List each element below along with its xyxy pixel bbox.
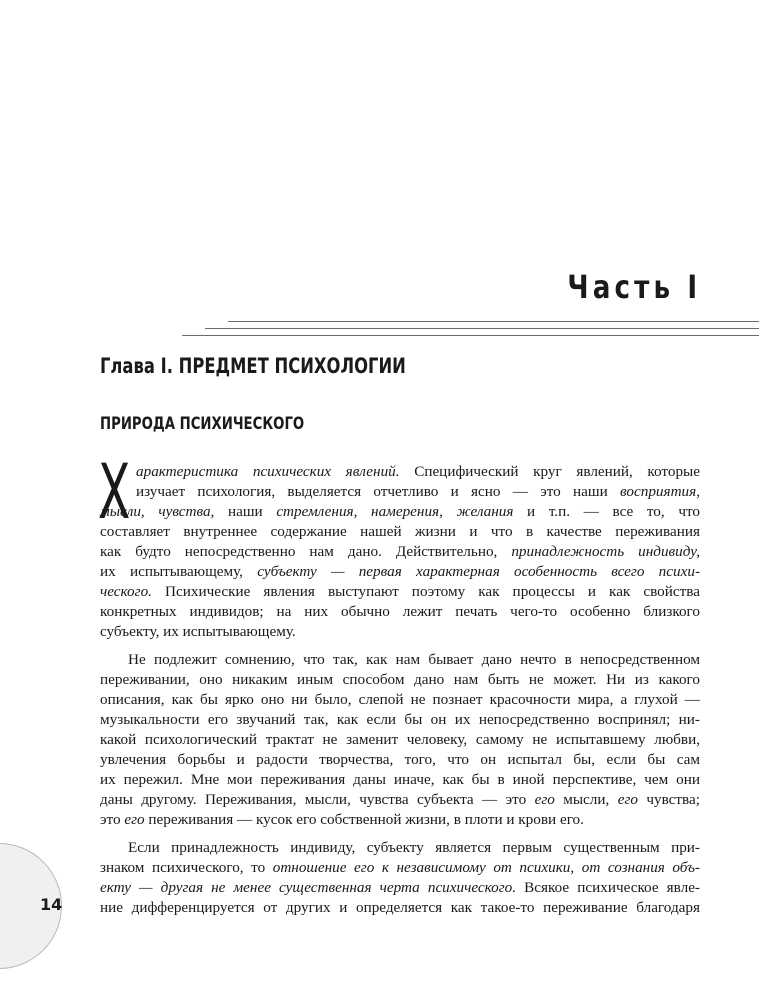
text-line — [100, 522, 700, 542]
text-segment: субъекту, их испытывающему. — [100, 623, 296, 640]
text-segment: как будто непосредственно нам дано. Действительно, — [100, 543, 512, 560]
italic-text: восприятия, — [620, 483, 700, 500]
italic-text: его — [617, 791, 638, 808]
text-line — [100, 878, 700, 898]
italic-text: субъекту — первая характерная особенность всего психи- — [257, 563, 700, 580]
chapter-title: Глава I. ПРЕДМЕТ ПСИХОЛОГИИ — [100, 354, 406, 378]
text-segment: Если принадлежность индивиду, субъекту является первым существенным при- — [128, 839, 700, 856]
text-line — [128, 650, 700, 670]
text-segment: Не подлежит сомнению, что так, как нам бывает дано нечто в непосредственном — [128, 651, 700, 668]
text-line — [100, 602, 700, 622]
text-line — [100, 622, 700, 642]
text-line — [100, 810, 700, 830]
section-title: ПРИРОДА ПСИХИЧЕСКОГО — [100, 414, 305, 434]
text-segment: изучает психология, выделяется отчетливо и ясно — это наши — [136, 483, 620, 500]
text-segment: знаком психического, то — [100, 859, 273, 876]
italic-text: стремления, намерения, желания — [276, 503, 514, 520]
page-number: 14 — [40, 895, 63, 914]
text-segment: какой психологический трактат не заменит человеку, самому не испытавшему любви, — [100, 731, 700, 748]
text-segment: и т.п. — все то, что — [513, 503, 700, 520]
text-line — [128, 838, 700, 858]
text-segment: переживания — кусок его собственной жизни, в плоти и крови его. — [144, 811, 584, 828]
text-segment: это — [100, 811, 125, 828]
italic-text: отношение его к независимому от психики, от сознания объ- — [272, 859, 700, 876]
text-segment: музыкальности его звучаний так, как если бы он их непосредственно воспринял; ни- — [100, 711, 700, 728]
text-line — [136, 462, 700, 482]
italic-text: ческого. — [100, 583, 152, 600]
text-segment: чувства; — [637, 791, 700, 808]
italic-text: екту — другая не менее существенная черта психического. — [100, 879, 517, 896]
text-line — [100, 690, 700, 710]
text-segment: наши — [214, 503, 277, 520]
decorative-rule — [205, 328, 759, 329]
text-segment: их испытывающему, — [100, 563, 258, 580]
text-line — [100, 750, 700, 770]
text-segment: даны другому. Переживания, мысли, чувства субъекта — это — [100, 791, 535, 808]
text-segment: их пережил. Мне мои переживания даны иначе, как бы в иной перспективе, чем они — [100, 771, 700, 788]
text-segment: описания, как бы ярко оно ни было, слепой не познает красочности мира, а глухой — — [100, 691, 700, 708]
decorative-rule — [228, 321, 759, 322]
drop-cap: Х — [98, 447, 131, 536]
text-segment: переживании, оно никаким иным способом дано нам быть не может. Ни из какого — [100, 671, 700, 688]
italic-text: мысли, чувства, — [100, 503, 215, 520]
italic-text: его — [534, 791, 555, 808]
text-line — [100, 790, 700, 810]
text-line — [100, 710, 700, 730]
text-line — [100, 858, 700, 878]
text-line — [100, 770, 700, 790]
decorative-rule — [182, 335, 759, 336]
text-line — [136, 482, 700, 502]
text-line — [100, 542, 700, 562]
text-segment: Всякое психическое явле- — [516, 879, 700, 896]
text-segment: составляет внутреннее содержание нашей жизни и что в качестве переживания — [100, 523, 700, 540]
text-line — [100, 582, 700, 602]
text-line — [100, 898, 700, 918]
text-segment: ние дифференцируется от других и определяется как такое-то переживание благодаря — [100, 899, 700, 916]
text-line — [100, 502, 700, 522]
part-title: Часть I — [567, 268, 701, 306]
text-segment: мысли, — [554, 791, 618, 808]
text-line — [100, 670, 700, 690]
text-segment: Специфический круг явлений, которые — [399, 463, 700, 480]
italic-text: принадлежность индивиду, — [511, 543, 701, 560]
text-line — [100, 562, 700, 582]
text-segment: Психические явления выступают поэтому как процессы и как свойства — [151, 583, 700, 600]
text-segment: увлечения борьбы и радости творчества, того, что он испытал бы, если бы сам — [100, 751, 700, 768]
italic-text: его — [124, 811, 145, 828]
text-line — [100, 730, 700, 750]
text-segment: конкретных индивидов; на них обычно лежит печать чего-то особенно близкого — [100, 603, 700, 620]
italic-text: арактеристика психических явлений. — [136, 463, 400, 480]
